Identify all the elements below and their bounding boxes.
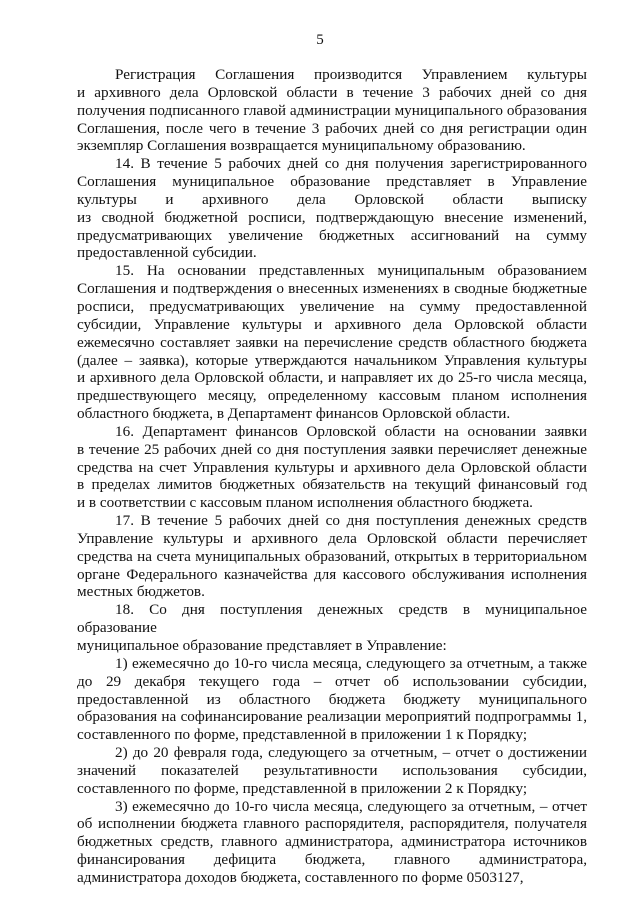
text-line: культуры и архивного дела Орловской области выписку: [77, 190, 587, 208]
text-line: и архивного дела Орловской области в течение 3 рабочих дней со дня: [77, 83, 587, 101]
paragraph: [77, 262, 587, 423]
text-line: местных бюджетов.: [77, 583, 205, 601]
text-line: предоставленной из областного бюджета бюджету муниципального: [77, 690, 587, 708]
text-line: значений показателей результативности использования субсидии,: [77, 761, 587, 779]
text-line: Соглашения, после чего в течение 3 рабочих дней со дня регистрации один: [77, 119, 587, 137]
text-line: предоставленной субсидии.: [77, 244, 257, 262]
text-line: в пределах лимитов бюджетных обязательств на текущий финансовый год: [77, 476, 587, 494]
text-line: органе Федерального казначейства для кассового обслуживания исполнения: [77, 565, 587, 583]
text-line: 3) ежемесячно до 10-го числа месяца, следующего за отчетным, – отчет: [115, 797, 587, 815]
text-line: получения подписанного главой администрации муниципального образования: [77, 101, 587, 119]
paragraph: [77, 155, 587, 262]
text-line: и архивного дела Орловской области, и направляет их до 25-го числа месяца,: [77, 369, 587, 387]
paragraph: [77, 66, 587, 155]
text-line: до 29 декабря текущего года – отчет об использовании субсидии,: [77, 672, 587, 690]
text-line: образования на софинансирование реализации мероприятий подпрограммы 1,: [77, 708, 587, 726]
text-line: составленного по форме, представленной в приложении 1 к Порядку;: [77, 726, 528, 744]
text-line: муниципальное образование представляет в Управление:: [77, 637, 447, 654]
text-line: бюджетных средств, главного администратора, администратора источников: [77, 833, 587, 851]
text-line: из сводной бюджетной росписи, подтверждающую внесение изменений,: [77, 208, 587, 226]
text-line: Соглашения и подтверждения о внесенных изменениях в сводные бюджетные: [77, 280, 587, 298]
text-line: росписи, предусматривающих увеличение на сумму предоставленной: [77, 297, 587, 315]
text-line: 17. В течение 5 рабочих дней со дня поступления денежных средств: [115, 512, 587, 530]
page-number: 5: [316, 32, 324, 48]
text-line: и в соответствии с кассовым планом исполнения областного бюджета.: [77, 494, 533, 512]
text-line: 14. В течение 5 рабочих дней со дня получения зарегистрированного: [115, 155, 587, 173]
text-line: областного бюджета, в Департамент финансов Орловской области.: [77, 405, 511, 423]
text-line: предусматривающих увеличение бюджетных ассигнований на сумму: [77, 226, 587, 244]
text-line: ежемесячно составляет заявки на перечисление средств областного бюджета: [77, 333, 587, 351]
text-line: Регистрация Соглашения производится Управлением культуры: [115, 66, 587, 83]
text-line: экземпляр Соглашения возвращается муниципальному образованию.: [77, 137, 526, 155]
text-line: средства на счета муниципальных образований, открытых в территориальном: [77, 547, 587, 565]
text-line: 2) до 20 февраля года, следующего за отчетным, – отчет о достижении: [115, 744, 587, 762]
paragraph: [77, 423, 587, 512]
paragraph: [77, 655, 587, 744]
text-line: 15. На основании представленных муниципальным образованием: [115, 262, 587, 280]
paragraph: [77, 601, 587, 655]
text-line: Соглашения муниципальное образование представляет в Управление: [77, 173, 587, 191]
paragraph: [77, 798, 587, 887]
text-line: Управление культуры и архивного дела Орловской области перечисляет: [77, 529, 587, 547]
text-line: администратора доходов бюджета, составленного по форме 0503127,: [77, 868, 524, 886]
text-line: 18. Со дня поступления денежных средств в муниципальное образование: [77, 601, 587, 637]
text-line: предшествующего месяцу, определенному кассовым планом исполнения: [77, 387, 587, 405]
text-line: составленного по форме, представленной в приложении 2 к Порядку;: [77, 779, 528, 797]
paragraph: [77, 744, 587, 798]
paragraph: [77, 512, 587, 601]
document-body: [77, 66, 587, 887]
text-line: (далее – заявка), которые утверждаются начальником Управления культуры: [77, 351, 587, 369]
text-line: в течение 25 рабочих дней со дня поступления заявки перечисляет денежные: [77, 440, 587, 458]
text-line: средства на счет Управления культуры и архивного дела Орловской области: [77, 458, 587, 476]
text-line: 1) ежемесячно до 10-го числа месяца, следующего за отчетным, а также: [115, 654, 587, 672]
text-line: субсидии, Управление культуры и архивного дела Орловской области: [77, 315, 587, 333]
text-line: 16. Департамент финансов Орловской области на основании заявки: [115, 422, 587, 440]
text-line: об исполнении бюджета главного распорядителя, распорядителя, получателя: [77, 815, 587, 833]
text-line: финансирования дефицита бюджета, главного администратора,: [77, 851, 587, 869]
